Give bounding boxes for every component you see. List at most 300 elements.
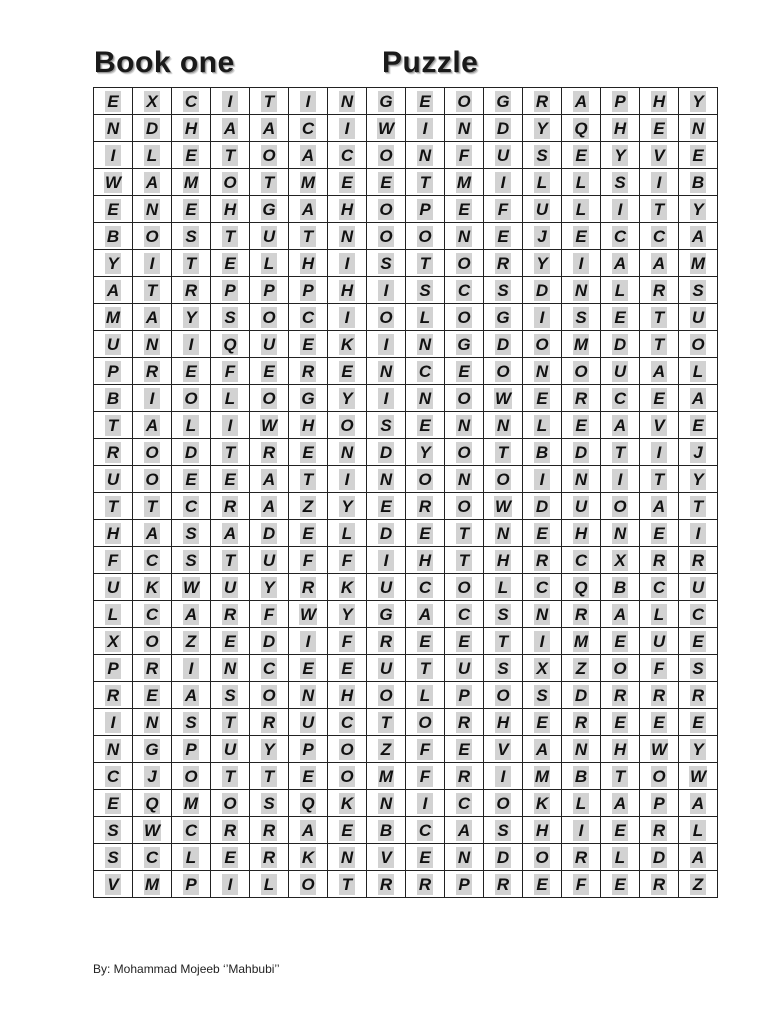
grid-letter: E <box>339 361 355 382</box>
grid-cell <box>211 358 250 385</box>
grid-cell <box>601 547 640 574</box>
grid-cell <box>640 250 679 277</box>
grid-cell <box>250 331 289 358</box>
grid-letter: E <box>690 415 706 436</box>
grid-letter: E <box>456 361 472 382</box>
grid-letter: O <box>262 145 276 165</box>
grid-letter: I <box>105 712 121 733</box>
grid-letter: T <box>183 253 199 274</box>
grid-letter: C <box>418 361 432 381</box>
grid-cell <box>640 520 679 547</box>
grid-row <box>94 88 718 115</box>
grid-letter: I <box>417 118 433 139</box>
grid-cell <box>250 871 289 898</box>
grid-cell <box>250 763 289 790</box>
grid-cell <box>601 871 640 898</box>
grid-cell <box>172 709 211 736</box>
grid-cell <box>289 574 328 601</box>
grid-cell <box>523 358 562 385</box>
grid-letter: O <box>691 334 705 354</box>
grid-cell <box>289 601 328 628</box>
grid-cell <box>94 763 133 790</box>
grid-cell <box>289 628 328 655</box>
grid-letter: R <box>691 550 705 570</box>
grid-cell <box>523 115 562 142</box>
grid-cell <box>640 655 679 682</box>
grid-cell <box>640 466 679 493</box>
grid-letter: C <box>613 388 627 408</box>
grid-letter: U <box>262 334 276 354</box>
grid-cell <box>445 115 484 142</box>
grid-letter: T <box>300 469 316 490</box>
grid-letter: C <box>301 307 315 327</box>
grid-cell <box>328 790 367 817</box>
grid-cell <box>406 682 445 709</box>
grid-cell <box>445 223 484 250</box>
grid-cell <box>562 142 601 169</box>
grid-cell <box>445 790 484 817</box>
grid-cell <box>601 520 640 547</box>
grid-letter: N <box>496 415 510 435</box>
grid-cell <box>601 628 640 655</box>
grid-cell <box>484 682 523 709</box>
grid-letter: N <box>574 280 588 300</box>
grid-letter: E <box>222 631 238 652</box>
grid-letter: O <box>379 199 393 219</box>
grid-cell <box>484 520 523 547</box>
grid-letter: T <box>417 658 433 679</box>
grid-cell <box>445 250 484 277</box>
grid-cell <box>562 601 601 628</box>
grid-row <box>94 547 718 574</box>
grid-cell <box>562 466 601 493</box>
grid-cell <box>328 601 367 628</box>
grid-cell <box>523 385 562 412</box>
grid-letter: R <box>613 685 627 705</box>
grid-letter: R <box>457 766 471 786</box>
grid-cell <box>445 142 484 169</box>
grid-cell <box>328 196 367 223</box>
grid-cell <box>679 601 718 628</box>
grid-letter: J <box>534 226 550 247</box>
grid-letter: E <box>261 361 277 382</box>
grid-cell <box>484 439 523 466</box>
grid-cell <box>289 223 328 250</box>
grid-cell <box>679 115 718 142</box>
grid-cell <box>523 790 562 817</box>
grid-letter: G <box>301 388 315 408</box>
grid-cell <box>640 547 679 574</box>
grid-letter: F <box>300 550 316 571</box>
grid-cell <box>133 250 172 277</box>
grid-cell <box>172 223 211 250</box>
grid-cell <box>367 817 406 844</box>
grid-cell <box>445 412 484 439</box>
grid-letter: A <box>613 415 627 435</box>
grid-letter: R <box>301 361 315 381</box>
grid-letter: S <box>690 280 706 301</box>
grid-letter: E <box>573 415 589 436</box>
grid-cell <box>562 196 601 223</box>
grid-letter: T <box>222 442 238 463</box>
grid-letter: E <box>456 739 472 760</box>
grid-letter: Z <box>300 496 316 517</box>
grid-row <box>94 439 718 466</box>
grid-letter: C <box>691 604 705 624</box>
grid-cell <box>562 574 601 601</box>
grid-letter: R <box>106 685 120 705</box>
grid-letter: S <box>222 307 238 328</box>
grid-letter: M <box>573 631 589 651</box>
grid-letter: T <box>417 253 433 274</box>
grid-cell <box>172 277 211 304</box>
grid-letter: A <box>418 604 432 624</box>
grid-letter: T <box>651 199 667 220</box>
grid-letter: R <box>535 550 549 570</box>
grid-letter: G <box>262 199 276 219</box>
grid-letter: Q <box>223 334 237 354</box>
grid-letter: I <box>495 766 511 787</box>
grid-cell <box>250 628 289 655</box>
grid-letter: E <box>612 631 628 652</box>
grid-letter: N <box>106 739 120 759</box>
grid-letter: C <box>613 226 627 246</box>
grid-cell <box>133 304 172 331</box>
grid-letter: H <box>340 280 354 300</box>
grid-cell <box>367 88 406 115</box>
grid-cell <box>250 412 289 439</box>
grid-cell <box>640 574 679 601</box>
grid-letter: X <box>534 658 550 679</box>
grid-letter: R <box>574 712 588 732</box>
grid-letter: V <box>378 847 394 868</box>
grid-cell <box>601 385 640 412</box>
grid-cell <box>484 466 523 493</box>
grid-cell <box>406 574 445 601</box>
grid-letter: N <box>574 469 588 489</box>
grid-cell <box>133 385 172 412</box>
grid-cell <box>523 628 562 655</box>
grid-cell <box>289 385 328 412</box>
grid-letter: O <box>457 91 471 111</box>
grid-cell <box>406 412 445 439</box>
grid-letter: S <box>495 658 511 679</box>
grid-letter: G <box>496 307 510 327</box>
grid-cell <box>562 763 601 790</box>
grid-cell <box>523 88 562 115</box>
grid-cell <box>328 223 367 250</box>
grid-cell <box>679 385 718 412</box>
grid-cell <box>94 520 133 547</box>
grid-letter: D <box>613 334 627 354</box>
grid-letter: T <box>456 550 472 571</box>
grid-letter: A <box>145 415 159 435</box>
grid-letter: W <box>299 604 317 624</box>
grid-cell <box>289 790 328 817</box>
grid-letter: R <box>418 496 432 516</box>
grid-cell <box>445 385 484 412</box>
grid-cell <box>562 331 601 358</box>
grid-cell <box>367 304 406 331</box>
grid-cell <box>601 601 640 628</box>
grid-cell <box>445 547 484 574</box>
grid-letter: A <box>301 199 315 219</box>
grid-cell <box>367 142 406 169</box>
grid-cell <box>172 601 211 628</box>
grid-letter: O <box>340 415 354 435</box>
grid-cell <box>172 115 211 142</box>
grid-letter: N <box>496 523 510 543</box>
grid-letter: P <box>456 685 472 706</box>
grid-letter: O <box>457 253 471 273</box>
grid-cell <box>367 520 406 547</box>
grid-cell <box>367 115 406 142</box>
grid-letter: H <box>652 91 666 111</box>
grid-letter: Z <box>573 658 589 679</box>
grid-letter: O <box>262 307 276 327</box>
grid-cell <box>523 736 562 763</box>
grid-cell <box>679 277 718 304</box>
grid-cell <box>172 574 211 601</box>
grid-letter: A <box>691 847 705 867</box>
grid-row <box>94 412 718 439</box>
grid-cell <box>211 736 250 763</box>
grid-cell <box>250 520 289 547</box>
grid-cell <box>445 439 484 466</box>
grid-letter: E <box>183 361 199 382</box>
grid-cell <box>679 655 718 682</box>
grid-cell <box>523 844 562 871</box>
grid-cell <box>679 493 718 520</box>
grid-letter: O <box>535 334 549 354</box>
grid-letter: I <box>339 118 355 139</box>
grid-letter: A <box>301 820 315 840</box>
grid-cell <box>172 547 211 574</box>
grid-letter: P <box>183 874 199 895</box>
grid-cell <box>523 763 562 790</box>
grid-letter: D <box>145 118 159 138</box>
grid-cell <box>289 142 328 169</box>
grid-letter: R <box>652 874 666 894</box>
grid-cell <box>562 871 601 898</box>
grid-cell <box>94 547 133 574</box>
grid-row <box>94 304 718 331</box>
grid-letter: L <box>495 577 511 598</box>
grid-letter: O <box>262 388 276 408</box>
grid-cell <box>523 871 562 898</box>
grid-cell <box>562 250 601 277</box>
grid-cell <box>562 277 601 304</box>
grid-letter: X <box>612 550 628 571</box>
grid-cell <box>523 817 562 844</box>
grid-letter: N <box>535 361 549 381</box>
grid-cell <box>367 196 406 223</box>
grid-letter: N <box>301 685 315 705</box>
grid-letter: E <box>651 118 667 139</box>
grid-letter: T <box>378 712 394 733</box>
grid-letter: M <box>534 766 550 786</box>
grid-letter: O <box>418 226 432 246</box>
grid-letter: F <box>456 145 472 166</box>
grid-letter: E <box>300 523 316 544</box>
grid-cell <box>250 682 289 709</box>
grid-cell <box>172 385 211 412</box>
grid-cell <box>484 304 523 331</box>
grid-letter: F <box>417 766 433 787</box>
grid-cell <box>679 412 718 439</box>
grid-letter: L <box>534 415 550 436</box>
author-credit: By: Mohammad Mojeeb ‘’Mahbubi’’ <box>93 962 280 976</box>
grid-cell <box>445 277 484 304</box>
grid-letter: R <box>652 820 666 840</box>
grid-cell <box>445 601 484 628</box>
grid-letter: M <box>378 766 394 786</box>
grid-letter: A <box>223 118 237 138</box>
grid-cell <box>601 304 640 331</box>
grid-letter: S <box>183 550 199 571</box>
grid-row <box>94 520 718 547</box>
grid-cell <box>640 439 679 466</box>
grid-cell <box>406 763 445 790</box>
grid-cell <box>601 736 640 763</box>
grid-cell <box>328 628 367 655</box>
grid-cell <box>523 466 562 493</box>
grid-cell <box>562 709 601 736</box>
grid-row <box>94 574 718 601</box>
grid-letter: L <box>339 523 355 544</box>
grid-cell <box>523 547 562 574</box>
grid-cell <box>640 358 679 385</box>
grid-letter: E <box>378 496 394 517</box>
grid-cell <box>172 358 211 385</box>
grid-row <box>94 601 718 628</box>
grid-letter: R <box>145 361 159 381</box>
grid-cell <box>328 574 367 601</box>
grid-letter: F <box>573 874 589 895</box>
grid-cell <box>679 169 718 196</box>
grid-letter: R <box>223 496 237 516</box>
grid-cell <box>562 385 601 412</box>
grid-cell <box>94 628 133 655</box>
grid-letter: I <box>300 631 316 652</box>
grid-letter: D <box>496 847 510 867</box>
grid-cell <box>133 439 172 466</box>
grid-cell <box>445 682 484 709</box>
grid-cell <box>484 763 523 790</box>
grid-letter: B <box>106 226 120 246</box>
grid-letter: E <box>495 226 511 247</box>
grid-cell <box>445 709 484 736</box>
grid-cell <box>601 709 640 736</box>
grid-cell <box>289 439 328 466</box>
grid-letter: C <box>457 604 471 624</box>
grid-cell <box>640 844 679 871</box>
grid-letter: Y <box>339 604 355 625</box>
grid-cell <box>406 439 445 466</box>
grid-letter: S <box>378 415 394 436</box>
grid-cell <box>133 574 172 601</box>
grid-letter: E <box>222 469 238 490</box>
grid-cell <box>640 601 679 628</box>
grid-letter: E <box>612 874 628 895</box>
grid-letter: L <box>573 172 589 193</box>
grid-letter: S <box>105 820 121 841</box>
grid-cell <box>367 385 406 412</box>
grid-cell <box>523 250 562 277</box>
grid-cell <box>211 520 250 547</box>
grid-cell <box>523 520 562 547</box>
grid-letter: L <box>261 874 277 895</box>
grid-letter: A <box>262 469 276 489</box>
grid-cell <box>211 628 250 655</box>
grid-cell <box>94 466 133 493</box>
grid-cell <box>367 331 406 358</box>
grid-letter: K <box>301 847 315 867</box>
grid-letter: G <box>379 604 393 624</box>
grid-letter: A <box>613 604 627 624</box>
grid-cell <box>289 277 328 304</box>
grid-letter: A <box>262 118 276 138</box>
grid-cell <box>94 871 133 898</box>
grid-cell <box>601 763 640 790</box>
grid-cell <box>250 817 289 844</box>
grid-letter: T <box>300 226 316 247</box>
grid-letter: O <box>379 307 393 327</box>
grid-cell <box>562 169 601 196</box>
grid-letter: B <box>574 766 588 786</box>
grid-letter: S <box>183 712 199 733</box>
grid-cell <box>601 439 640 466</box>
grid-letter: N <box>145 199 159 219</box>
grid-cell <box>172 196 211 223</box>
grid-letter: H <box>340 685 354 705</box>
grid-letter: D <box>535 496 549 516</box>
grid-letter: R <box>691 685 705 705</box>
grid-letter: A <box>691 793 705 813</box>
grid-letter: O <box>496 469 510 489</box>
grid-cell <box>94 682 133 709</box>
grid-cell <box>640 709 679 736</box>
grid-cell <box>484 385 523 412</box>
grid-cell <box>484 547 523 574</box>
grid-letter: O <box>184 388 198 408</box>
grid-letter: C <box>535 577 549 597</box>
grid-cell <box>406 385 445 412</box>
grid-cell <box>211 790 250 817</box>
grid-cell <box>406 709 445 736</box>
grid-letter: D <box>652 847 666 867</box>
grid-cell <box>679 790 718 817</box>
grid-cell <box>640 304 679 331</box>
grid-letter: H <box>418 550 432 570</box>
grid-cell <box>367 439 406 466</box>
grid-letter: R <box>262 820 276 840</box>
grid-cell <box>133 88 172 115</box>
grid-cell <box>250 466 289 493</box>
grid-cell <box>328 115 367 142</box>
grid-letter: Y <box>534 253 550 274</box>
grid-letter: U <box>301 712 315 732</box>
grid-cell <box>289 547 328 574</box>
grid-cell <box>133 844 172 871</box>
grid-cell <box>679 466 718 493</box>
grid-letter: O <box>379 685 393 705</box>
grid-cell <box>211 844 250 871</box>
grid-letter: D <box>496 334 510 354</box>
grid-letter: C <box>457 793 471 813</box>
grid-letter: C <box>652 577 666 597</box>
grid-letter: I <box>573 253 589 274</box>
